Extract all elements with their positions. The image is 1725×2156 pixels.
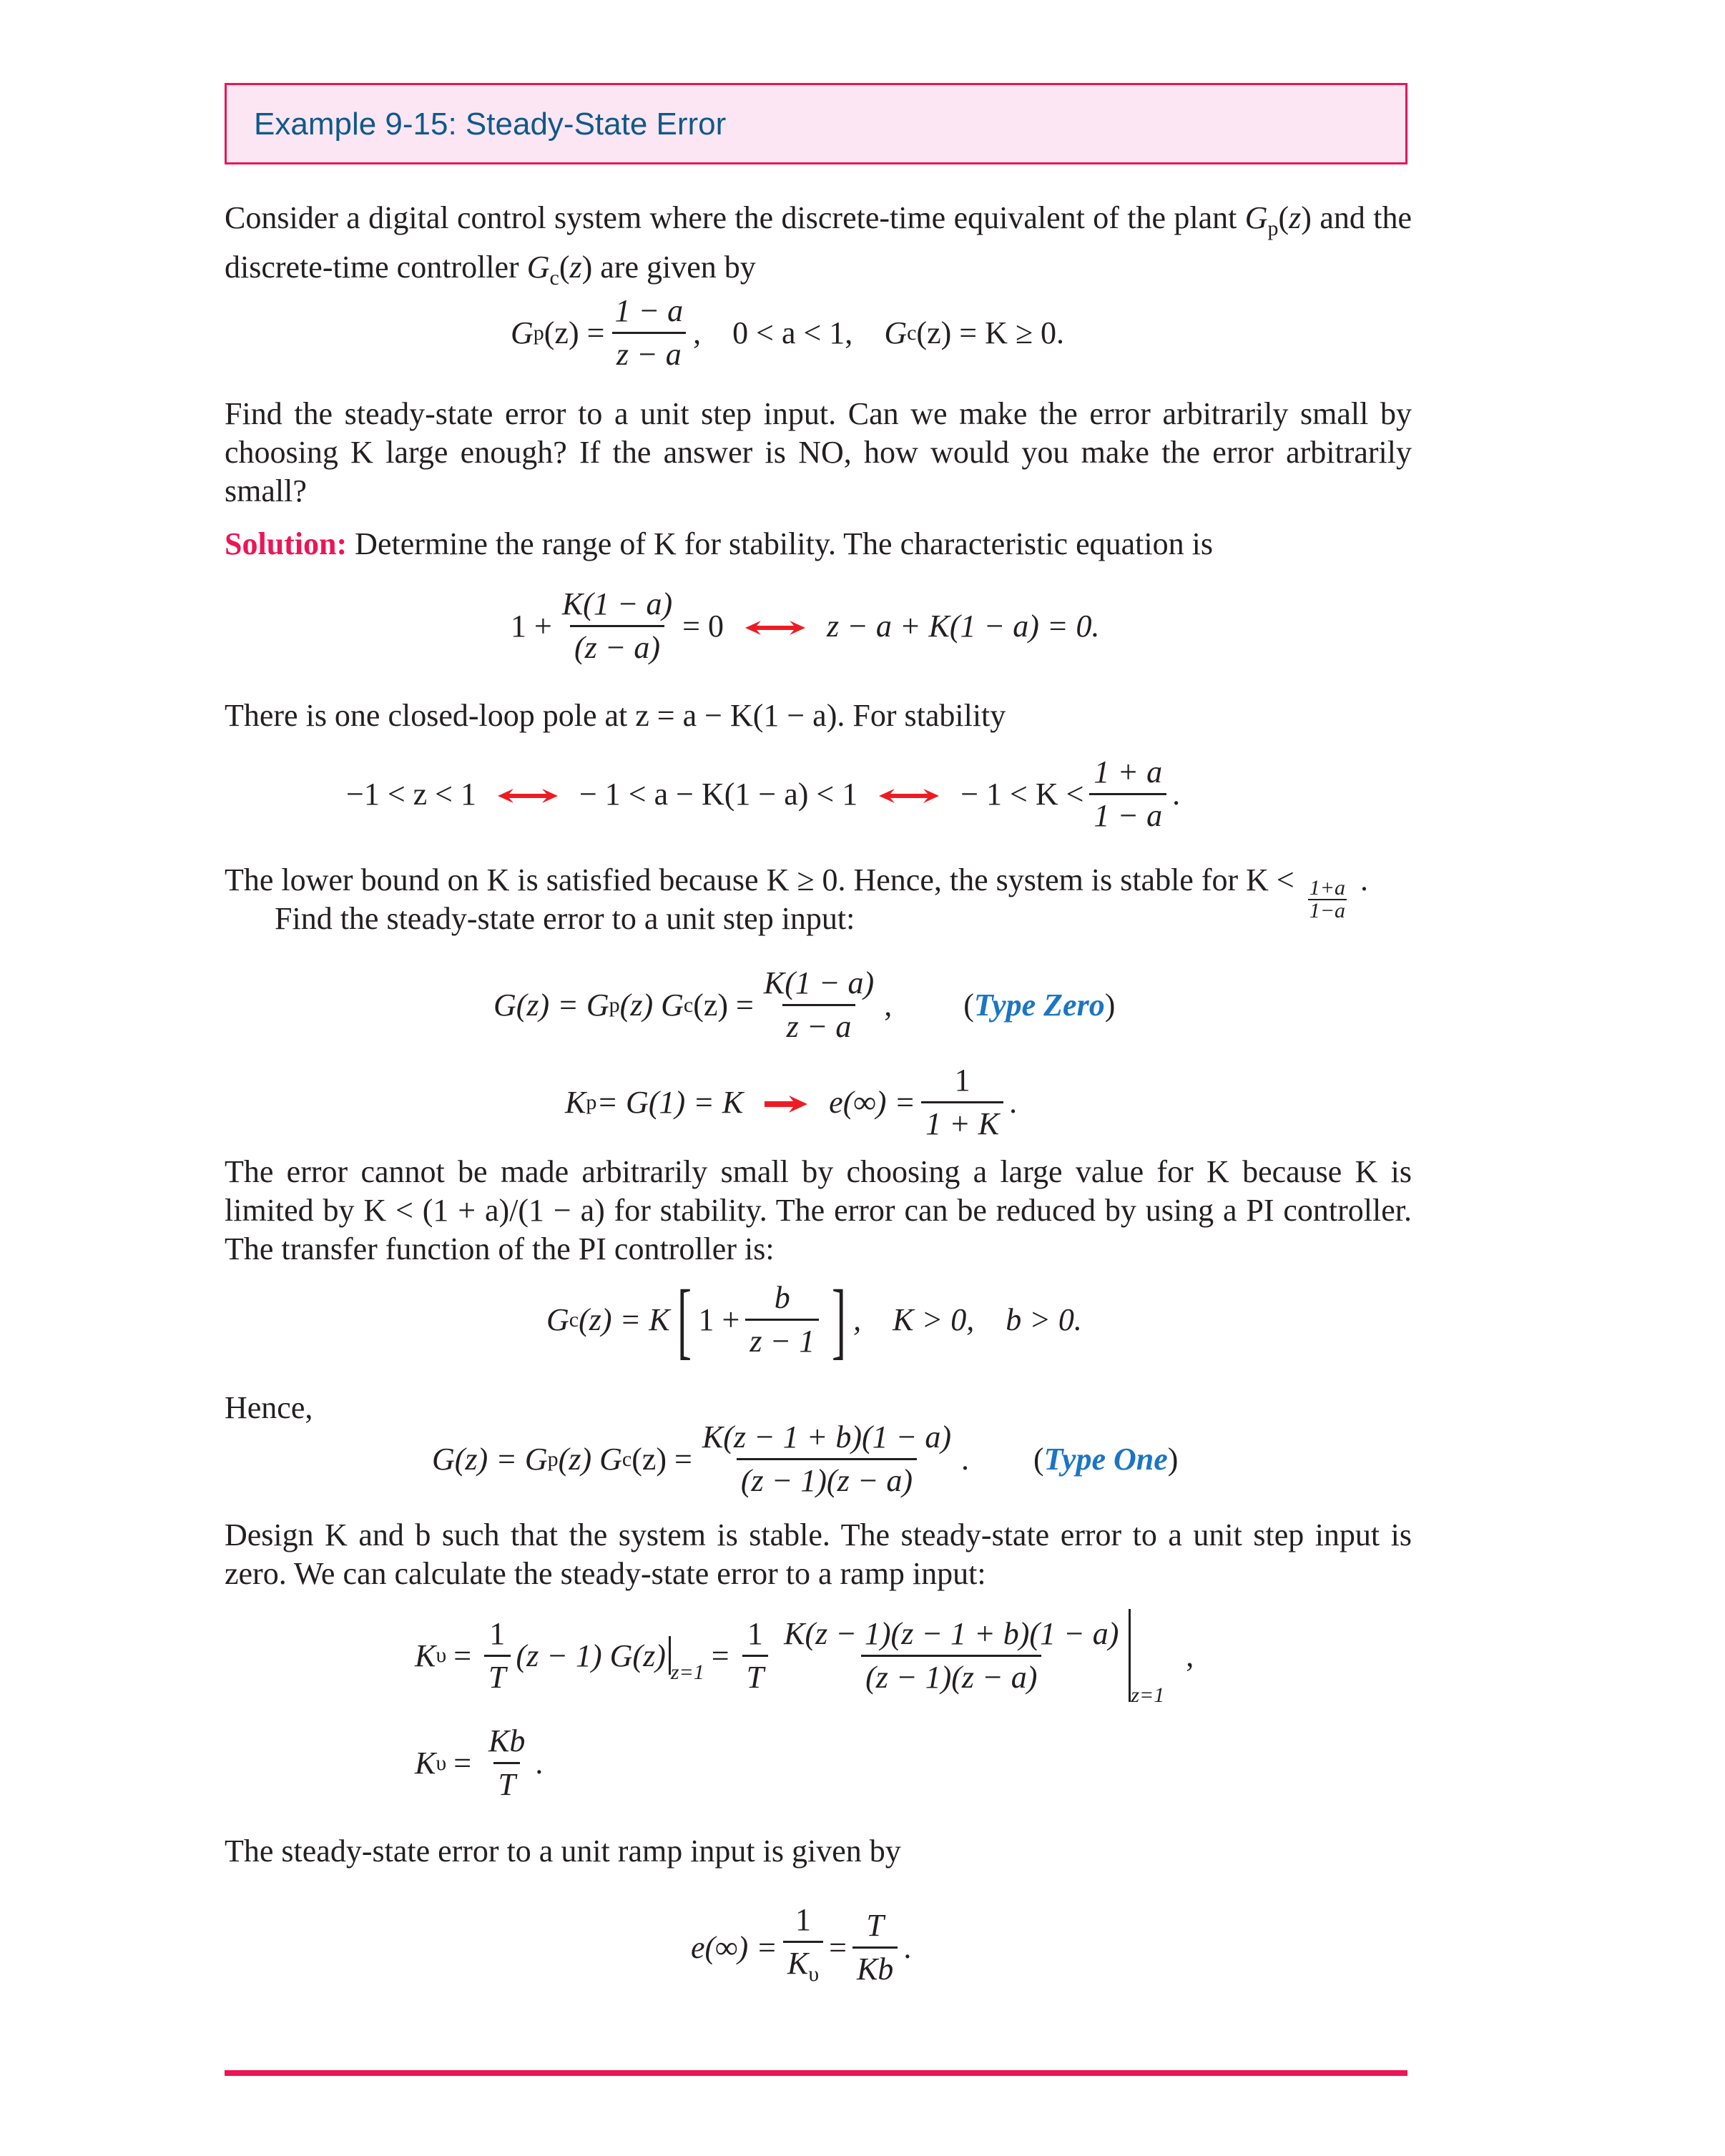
eq-sub: c [621, 1447, 632, 1471]
ramp-text: The steady-state error to a unit ramp input is given by [225, 1833, 901, 1869]
numerator: 1 [489, 1615, 506, 1651]
equation-G-type-one [432, 1419, 1178, 1499]
eq-text: (z) G [558, 1442, 622, 1477]
numerator: 1 [954, 1063, 970, 1098]
eq-text: = [711, 1638, 729, 1673]
numerator: K(z − 1)(z − 1 + b)(1 − a) [784, 1615, 1119, 1651]
fraction [1089, 754, 1166, 834]
eq-sub: p [547, 1447, 559, 1471]
eq-sub: c [569, 1307, 579, 1331]
eq-text: G(z) = G [493, 988, 609, 1023]
double-arrow-icon [498, 776, 558, 812]
numerator: 1 [795, 1902, 812, 1937]
eq-text: G [511, 315, 534, 350]
fraction [558, 586, 677, 666]
eq-text: −1 < z < 1 [346, 777, 476, 812]
numerator: 1 [747, 1615, 763, 1651]
equation-Kv-derivation [415, 1609, 1194, 1707]
text: The lower bound on K is satisfied because K ≥ 0. Hence, the system is stable for K < [225, 862, 1294, 897]
denominator: T [742, 1655, 768, 1695]
numerator: K(1 − a) [763, 965, 875, 1000]
eq-condition: , K > 0, b > 0. [853, 1302, 1082, 1337]
eq-sub: p [533, 320, 544, 345]
equation-pi-controller [546, 1271, 1082, 1367]
eq-text: (z) = [631, 1442, 692, 1477]
fraction [698, 1419, 955, 1499]
eq-text: (z) = K ≥ 0. [916, 315, 1064, 350]
eq-text: 1 + [511, 609, 552, 644]
eq-text: (z) = K [579, 1302, 670, 1337]
eq-text: = G(1) = K [596, 1085, 744, 1120]
eq-text: − 1 < a − K(1 − a) < 1 [579, 777, 858, 812]
numerator: T [866, 1907, 884, 1943]
denominator: 1−a [1309, 899, 1345, 922]
eq-text: K [415, 1638, 436, 1673]
numerator: K(z − 1 + b)(1 − a) [702, 1419, 952, 1454]
fraction [742, 1616, 768, 1695]
example-title: Example 9-15: Steady-State Error [254, 107, 727, 142]
eq-text: . [1172, 777, 1181, 812]
eq-text: − 1 < K < [960, 777, 1084, 812]
fraction [760, 965, 878, 1045]
eq-sub: υ [436, 1751, 447, 1775]
footer-rule [225, 2070, 1407, 2076]
fraction [780, 1616, 1123, 1695]
problem-paragraph-2: Find the steady-state error to a unit step input. Can we make the error arbitrarily small by choosing K large enough? If the answer is NO, how would you make the error arbitrarily small? [225, 396, 1412, 508]
denominator: $K_\upsilon$ [783, 1941, 823, 1992]
eq-text: (z) = [544, 315, 605, 350]
type-label: Type One [1043, 1442, 1168, 1477]
example-header [225, 83, 1407, 164]
type-one-label: (Type One) [1033, 1442, 1179, 1477]
eq-text: z − a + K(1 − a) = 0. [827, 609, 1100, 644]
eq-text: . [903, 1929, 912, 1965]
text: Consider a digital control system where the discrete-time equivalent of the plant [225, 200, 1245, 235]
eq-text: K [565, 1085, 586, 1120]
pi-paragraph: The error cannot be made arbitrarily small by choosing a large value for K because K is limited by K < (1 + a)/(1 − a) for stability. The error can be reduced by using a PI controller. The transfer function of the PI controller is: [225, 1154, 1412, 1266]
find-text: Find the steady-state error to a unit step input: [275, 901, 855, 936]
fraction [610, 293, 687, 373]
eq-text: (z) G [619, 988, 684, 1023]
denominator: (z − 1)(z − a) [861, 1655, 1041, 1695]
eq-text: = [829, 1929, 847, 1965]
eval-subscript: z=1 [670, 1660, 704, 1684]
fraction [484, 1723, 529, 1803]
eq-text: e(∞) = [829, 1085, 916, 1120]
eq-text: G [546, 1302, 569, 1337]
fraction [484, 1616, 510, 1695]
solution-intro [225, 525, 1412, 563]
hence-text: Hence, [225, 1390, 313, 1425]
equation-stability [346, 754, 1180, 834]
eq-text: 1 + [698, 1302, 740, 1337]
denominator: z − a [612, 332, 686, 373]
eq-sub: p [586, 1090, 597, 1114]
equation-ramp-error [691, 1902, 911, 1992]
numerator: 1 + a [1094, 754, 1163, 789]
denominator: Kb [852, 1946, 898, 1987]
fraction [783, 1902, 823, 1992]
eq-text: G [884, 315, 908, 350]
denominator: z − a [782, 1004, 856, 1045]
eq-text: (z) = [693, 988, 754, 1023]
numerator: Kb [488, 1723, 526, 1758]
problem-paragraph-1: Consider a digital control system where the discrete-time equivalent of the plant $G_p(z)$ and the discrete-time controller $G_c(z)$ are given by [225, 200, 1412, 290]
design-paragraph: Design K and b such that the system is stable. The steady-state error to a unit step input is zero. We can calculate the steady-state error to a ramp input: [225, 1517, 1412, 1591]
text: are given by [592, 250, 756, 285]
denominator: z − 1 [745, 1319, 819, 1359]
type-zero-label: (Type Zero) [963, 988, 1116, 1023]
eq-text: , [1186, 1638, 1194, 1673]
eq-sub: υ [436, 1643, 447, 1667]
eq-text: , [884, 988, 893, 1023]
text: and the discrete-time controller [225, 200, 1412, 285]
numerator: b [774, 1280, 790, 1315]
eq-text: (z − 1) G(z) [516, 1638, 666, 1673]
eq-sub: c [683, 993, 694, 1017]
text: Determine the range of K for stability. The characteristic equation is [347, 526, 1213, 561]
eq-text: . [535, 1746, 544, 1781]
numerator: K(1 − a) [561, 586, 673, 621]
double-arrow-icon [879, 776, 939, 812]
eq-sub: p [609, 993, 620, 1017]
type-label: Type Zero [973, 988, 1105, 1023]
eval-subscript: z=1 [1131, 1683, 1165, 1707]
equation-Kp [565, 1063, 1017, 1142]
fraction [852, 1908, 898, 1987]
right-arrow-icon [765, 1084, 807, 1121]
eq-text: G(z) = G [432, 1442, 548, 1477]
solution-label: Solution: [225, 526, 348, 561]
eq-text: = [453, 1746, 472, 1781]
equation-plant-controller [511, 293, 1064, 373]
eq-text: = [453, 1638, 472, 1673]
fraction [921, 1063, 1003, 1142]
eq-text: K [415, 1746, 436, 1781]
pole-text: There is one closed-loop pole at z = a − K(1 − a). For stability [225, 698, 1006, 733]
equation-characteristic [511, 586, 1100, 666]
equation-G-type-zero [493, 965, 1115, 1045]
eq-text: = 0 [682, 609, 724, 644]
right-bracket: ] [832, 1271, 847, 1367]
denominator: T [493, 1762, 519, 1803]
denominator: T [484, 1655, 510, 1695]
eq-text: . [961, 1442, 970, 1477]
denominator: (z − a) [570, 625, 664, 666]
lower-bound-text: The lower bound on K is satisfied because K ≥ 0. Hence, the system is stable for K < $\frac{1+a}{1-a}$ . [225, 862, 1368, 922]
left-bracket: [ [677, 1271, 692, 1367]
fraction [745, 1280, 819, 1359]
eq-sub: c [907, 320, 917, 345]
denominator: 1 + K [921, 1101, 1003, 1142]
numerator: 1 − a [614, 293, 684, 328]
denominator: 1 − a [1089, 793, 1166, 834]
double-arrow-icon [745, 608, 805, 644]
denominator: (z − 1)(z − a) [737, 1458, 917, 1499]
eq-text: . [1009, 1085, 1018, 1120]
eq-condition: , 0 < a < 1, [693, 315, 885, 350]
eq-text: e(∞) = [691, 1929, 777, 1965]
numerator: 1+a [1309, 876, 1345, 900]
equation-Kv-result [415, 1723, 543, 1803]
